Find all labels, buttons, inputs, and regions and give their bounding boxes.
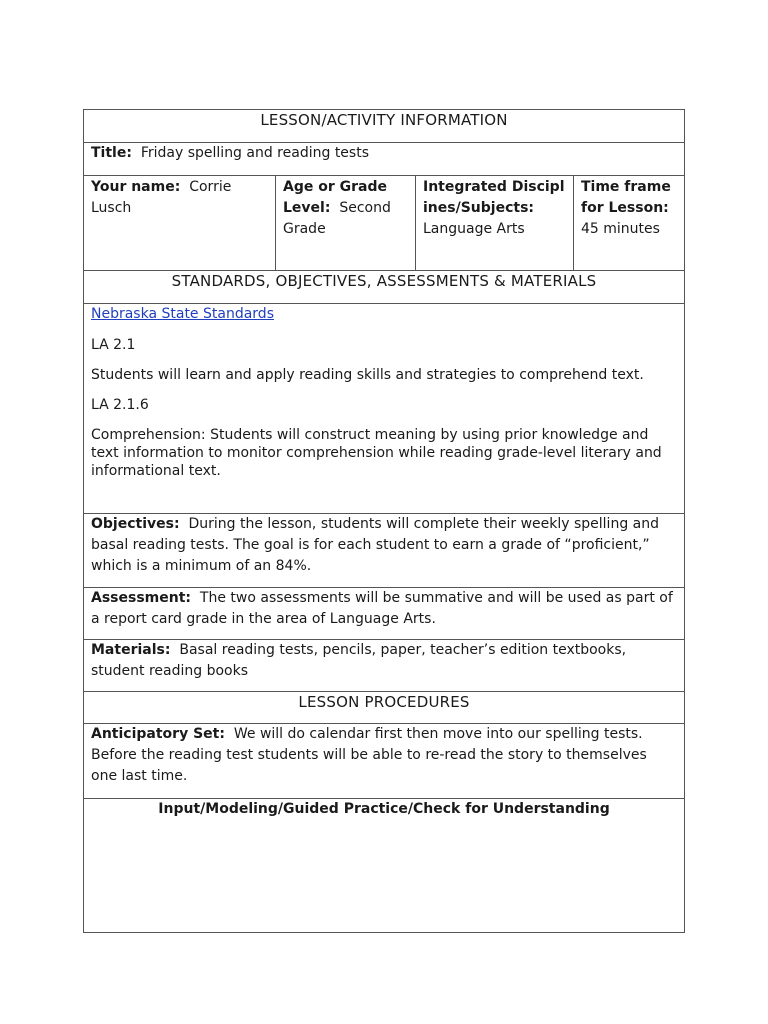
time-cell (574, 176, 685, 271)
grade-label: Age or Grade Level: (283, 179, 387, 216)
materials-text: Basal reading tests, pencils, paper, teacher’s edition textbooks, student reading books (91, 642, 627, 679)
time-label: Time frame for Lesson: (581, 179, 671, 216)
standards-heading: STANDARDS, OBJECTIVES, ASSESSMENTS & MATERIALS (171, 272, 597, 290)
name-label: Your name: (91, 179, 181, 195)
standard-code-la-2-1: LA 2.1 (91, 337, 136, 353)
grade-cell (276, 176, 416, 271)
assessment-text: The two assessments will be summative and will be used as part of a report card grade in the area of Language Arts. (91, 590, 673, 627)
title-row (84, 143, 685, 176)
details-row (84, 176, 685, 271)
info-header-row (84, 110, 685, 143)
anticipatory-label: Anticipatory Set: (91, 726, 225, 742)
objectives-label: Objectives: (91, 516, 180, 532)
objectives-cell (84, 514, 685, 588)
grade-value: Second Grade (283, 200, 391, 237)
objectives-row (84, 514, 685, 588)
title-value: Friday spelling and reading tests (140, 145, 369, 161)
time-value: 45 minutes (581, 221, 660, 237)
standard-code-la-2-1-6: LA 2.1.6 (91, 397, 149, 413)
disciplines-label: Integrated Disciplines/Subjects: (423, 179, 565, 216)
disciplines-cell (416, 176, 574, 271)
assessment-label: Assessment: (91, 590, 192, 606)
section-header-lesson-info (84, 110, 685, 143)
input-cell (84, 799, 685, 933)
procedures-header-row (84, 692, 685, 724)
input-modeling-heading: Input/Modeling/Guided Practice/Check for Understanding (158, 801, 610, 817)
section-header-procedures (84, 692, 685, 724)
anticipatory-text: We will do calendar first then move into our spelling tests. Before the reading test students will be able to re-read the story to themselves one last time. (91, 726, 647, 784)
anticipatory-cell (84, 724, 685, 799)
nebraska-standards-link[interactable]: Nebraska State Standards (91, 306, 274, 322)
disciplines-value: Language Arts (423, 221, 525, 237)
assessment-cell (84, 588, 685, 640)
materials-cell (84, 640, 685, 692)
section-header-standards (84, 271, 685, 304)
title-cell (84, 143, 685, 176)
procedures-heading: LESSON PROCEDURES (298, 693, 470, 711)
lesson-info-heading: LESSON/ACTIVITY INFORMATION (260, 111, 508, 129)
anticipatory-row (84, 724, 685, 799)
objectives-text: During the lesson, students will complete their weekly spelling and basal reading tests. The goal is for each student to earn a grade of “proficient,” which is a minimum of an 84%. (91, 516, 659, 574)
standards-header-row (84, 271, 685, 304)
title-label: Title: (91, 145, 132, 161)
lesson-plan-document (83, 109, 684, 933)
materials-label: Materials: (91, 642, 171, 658)
assessment-row (84, 588, 685, 640)
standards-row (84, 304, 685, 514)
standard-text-la-2-1: Students will learn and apply reading skills and strategies to comprehend text. (91, 367, 644, 383)
name-cell (84, 176, 276, 271)
standard-text-la-2-1-6: Comprehension: Students will construct meaning by using prior knowledge and text information to monitor comprehension while reading grade-level literary and informational text. (91, 427, 662, 479)
lesson-plan-table (83, 109, 685, 933)
input-row (84, 799, 685, 933)
standards-cell (84, 304, 685, 514)
name-value: Corrie Lusch (91, 179, 232, 216)
materials-row (84, 640, 685, 692)
